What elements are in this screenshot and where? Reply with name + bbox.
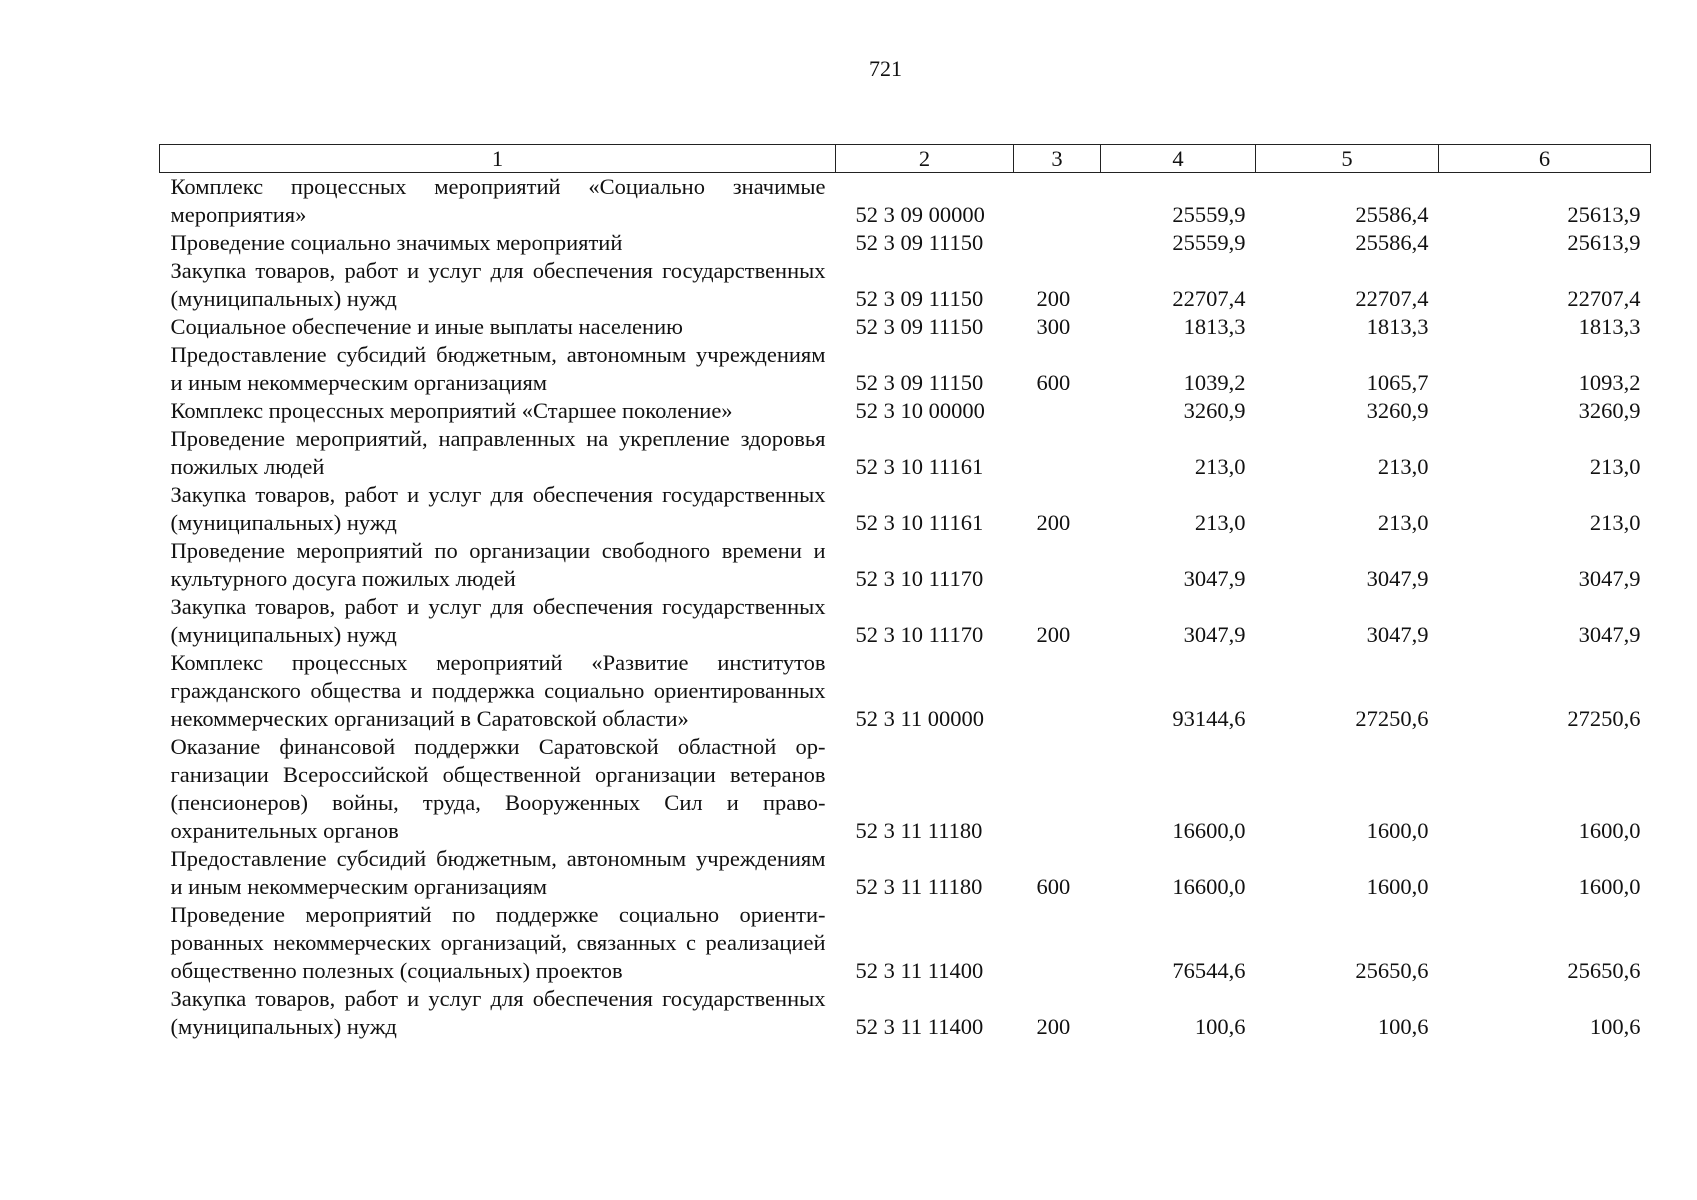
row-value-6: 213,0 [1589, 454, 1641, 479]
row-expense-type [1014, 229, 1101, 257]
row-value-4: 16600,0 [1172, 874, 1246, 899]
row-value-4: 3047,9 [1183, 566, 1246, 591]
row-name: Комплекс процессных мероприятий «Социально значимые мероприятия» [170, 174, 826, 227]
row-expense-type: 200 [1036, 1014, 1071, 1039]
header-row [160, 145, 1651, 173]
table-row [160, 649, 1651, 733]
table-row [160, 845, 1651, 901]
row-value-4: 1813,3 [1183, 314, 1246, 339]
row-value-5: 213,0 [1377, 454, 1429, 479]
row-code: 52 3 10 11161 [855, 510, 984, 535]
row-value-4: 3047,9 [1183, 622, 1246, 647]
row-value-5: 3047,9 [1366, 566, 1429, 591]
row-name: Предоставление субсидий бюджетным, автономным учреждениям и иным некоммерческим организациям [170, 846, 826, 899]
table-row [160, 173, 1651, 230]
row-value-4: 1039,2 [1183, 370, 1246, 395]
table-row [160, 313, 1651, 341]
row-code: 52 3 11 11180 [855, 874, 983, 899]
table-row [160, 397, 1651, 425]
row-name: Закупка товаров, работ и услуг для обеспечения государственных (муниципальных) нужд [170, 482, 826, 535]
table-row [160, 481, 1651, 537]
row-code: 52 3 11 11400 [855, 1014, 984, 1039]
row-expense-type [1014, 733, 1101, 845]
row-name: Проведение мероприятий, направленных на укрепление здоровья пожилых людей [170, 426, 826, 479]
table-row [160, 425, 1651, 481]
row-value-6: 1093,2 [1578, 370, 1641, 395]
table-row [160, 593, 1651, 649]
table-row [160, 229, 1651, 257]
row-value-6: 1813,3 [1578, 314, 1641, 339]
row-value-5: 1813,3 [1366, 314, 1429, 339]
table-row [160, 733, 1651, 845]
page-number: 721 [869, 56, 902, 81]
row-expense-type: 200 [1036, 510, 1071, 535]
row-value-5: 22707,4 [1355, 286, 1429, 311]
row-code: 52 3 09 11150 [855, 370, 984, 395]
row-value-6: 3260,9 [1578, 398, 1641, 423]
row-code: 52 3 10 11170 [855, 566, 984, 591]
row-value-4: 100,6 [1194, 1014, 1246, 1039]
row-expense-type: 200 [1036, 622, 1071, 647]
row-value-6: 1600,0 [1578, 874, 1641, 899]
row-expense-type [1014, 901, 1101, 985]
table-row [160, 901, 1651, 985]
row-value-5: 1600,0 [1366, 874, 1429, 899]
row-value-4: 76544,6 [1172, 958, 1246, 983]
row-value-5: 3260,9 [1366, 398, 1429, 423]
row-value-4: 213,0 [1194, 510, 1246, 535]
row-expense-type [1014, 649, 1101, 733]
row-value-4: 16600,0 [1172, 818, 1246, 843]
row-value-6: 25613,9 [1567, 202, 1641, 227]
row-name: Проведение мероприятий по организации свободного времени и культурного досуга пожилых людей [170, 538, 826, 591]
column-header-5: 5 [1256, 145, 1439, 173]
row-code: 52 3 09 11150 [855, 314, 984, 339]
row-value-6: 3047,9 [1578, 622, 1641, 647]
row-name: Комплекс процессных мероприятий «Старшее поколение» [170, 398, 733, 423]
row-value-5: 25650,6 [1355, 958, 1429, 983]
row-name: Закупка товаров, работ и услуг для обеспечения государственных (муниципальных) нужд [170, 258, 826, 311]
budget-table [159, 144, 1651, 1041]
row-code: 52 3 11 11400 [855, 958, 984, 983]
row-value-4: 93144,6 [1172, 706, 1246, 731]
row-name: Оказание финансовой поддержки Саратовской областной организации Всероссийской общественной организации ветеранов (пенсионеров) войны, труда, Вооруженных Сил и правоохранительных органов [170, 734, 826, 843]
row-value-4: 25559,9 [1172, 202, 1246, 227]
row-code: 52 3 11 00000 [855, 706, 985, 731]
row-code: 52 3 09 00000 [855, 202, 985, 227]
row-expense-type: 300 [1036, 314, 1071, 339]
table-body [160, 173, 1651, 1042]
row-value-5: 3047,9 [1366, 622, 1429, 647]
row-value-6: 3047,9 [1578, 566, 1641, 591]
row-code: 52 3 09 11150 [855, 286, 984, 311]
row-value-4: 22707,4 [1172, 286, 1246, 311]
row-expense-type [1014, 173, 1101, 230]
row-value-6: 22707,4 [1567, 286, 1641, 311]
row-expense-type [1014, 425, 1101, 481]
row-code: 52 3 10 00000 [855, 398, 985, 423]
row-name: Закупка товаров, работ и услуг для обеспечения государственных (муниципальных) нужд [170, 594, 826, 647]
row-value-6: 25613,9 [1567, 230, 1641, 255]
table-row [160, 985, 1651, 1041]
row-value-5: 1600,0 [1366, 818, 1429, 843]
row-expense-type: 200 [1036, 286, 1071, 311]
row-value-6: 100,6 [1589, 1014, 1641, 1039]
row-value-5: 100,6 [1377, 1014, 1429, 1039]
row-expense-type [1014, 397, 1101, 425]
row-name: Проведение социально значимых мероприятий [170, 230, 623, 255]
column-header-6: 6 [1439, 145, 1651, 173]
row-value-5: 25586,4 [1355, 202, 1429, 227]
row-expense-type: 600 [1036, 370, 1071, 395]
row-value-6: 213,0 [1589, 510, 1641, 535]
row-value-5: 25586,4 [1355, 230, 1429, 255]
row-name: Проведение мероприятий по поддержке социально ориентированных некоммерческих организаций, связанных с реализацией общественно полезных (социальных) проектов [170, 902, 826, 983]
column-header-2: 2 [836, 145, 1014, 173]
row-value-5: 27250,6 [1355, 706, 1429, 731]
row-code: 52 3 09 11150 [855, 230, 984, 255]
row-value-6: 25650,6 [1567, 958, 1641, 983]
row-name: Комплекс процессных мероприятий «Развитие институтов гражданского общества и поддержка социально ориентированных некоммерческих организаций в Саратовской области» [170, 650, 826, 731]
table-row [160, 341, 1651, 397]
column-header-4: 4 [1101, 145, 1256, 173]
row-name: Социальное обеспечение и иные выплаты населению [170, 314, 683, 339]
column-header-3: 3 [1014, 145, 1101, 173]
table-row [160, 537, 1651, 593]
row-value-4: 3260,9 [1183, 398, 1246, 423]
row-name: Предоставление субсидий бюджетным, автономным учреждениям и иным некоммерческим организациям [170, 342, 826, 395]
table-row [160, 257, 1651, 313]
row-code: 52 3 11 11180 [855, 818, 983, 843]
row-code: 52 3 10 11161 [855, 454, 984, 479]
row-value-5: 1065,7 [1366, 370, 1429, 395]
row-expense-type: 600 [1036, 874, 1071, 899]
row-expense-type [1014, 537, 1101, 593]
row-value-5: 213,0 [1377, 510, 1429, 535]
row-code: 52 3 10 11170 [855, 622, 984, 647]
row-value-4: 25559,9 [1172, 230, 1246, 255]
row-value-4: 213,0 [1194, 454, 1246, 479]
row-name: Закупка товаров, работ и услуг для обеспечения государственных (муниципальных) нужд [170, 986, 826, 1039]
row-value-6: 27250,6 [1567, 706, 1641, 731]
column-header-1: 1 [160, 145, 836, 173]
row-value-6: 1600,0 [1578, 818, 1641, 843]
